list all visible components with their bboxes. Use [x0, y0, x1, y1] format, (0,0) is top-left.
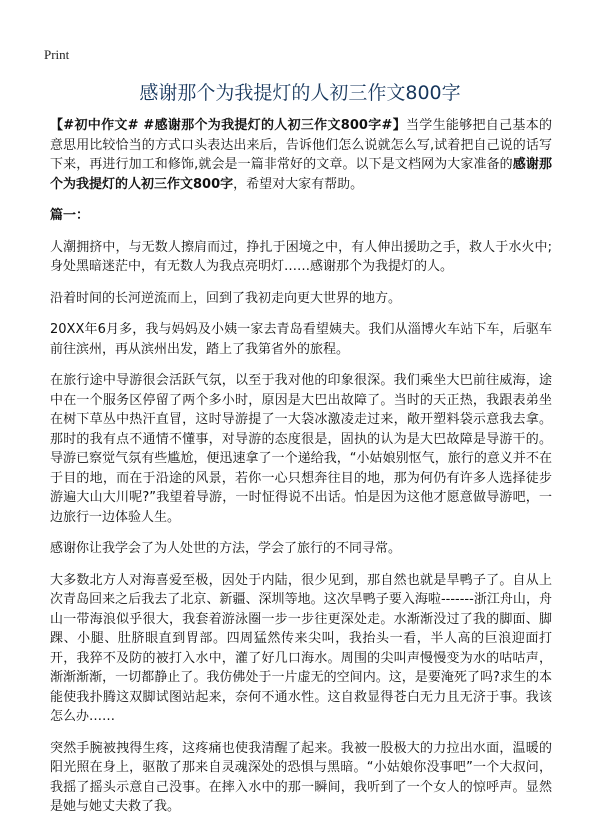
intro-text-end: ，希望对大家有帮助。 [233, 176, 364, 192]
body-paragraph: 在旅行途中导游很会活跃气氛，以至于我对他的印象很深。我们乘坐大巴前往威海，途中在一个服务区停留了两个多小时，原因是大巴出故障了。当时的天正热，我跟表弟坐在树下草丛中热汗直冒，这时导游提了一大袋冰激凌走过来，敞开塑料袋示意我去拿。那时的我有点不通情不懂事，对导游的态度很是，固执的认为是大巴故障是导游干的。导游已察觉气氛有些尴尬，便迅速拿了一个递给我，“小姑娘别怄气，旅行的意义并不在于目的地，而在于沿途的风景，若你一心只想奔往目的地，那为何仍有许多人选择徒步游遍大山大川呢?”我望着导游，一时怔得说不出话。怕是因为这他才愿意做导游吧，一边旅行一边体验人生。 [50, 373, 552, 525]
intro-bold-title: 感谢那个为我提灯的人初三作文800字 [50, 157, 552, 192]
document-title: 感谢那个为我提灯的人初三作文800字 [139, 82, 461, 104]
body-paragraph: 突然手腕被拽得生疼，这疼痛也使我清醒了起来。我被一股极大的力拉出水面，温暖的阳光照在身上，驱散了那来自灵魂深处的恐惧与黑暗。“小姑娘你没事吧”一个大叔问，我摇了摇头示意自己没事。在摔入水中的那一瞬间，我听到了一个女人的惊呼声。显然是她与她丈夫救了我。 [50, 740, 552, 814]
print-label: Print [44, 47, 70, 62]
document-body [50, 116, 552, 829]
section-heading: 篇一： [50, 208, 90, 223]
body-paragraph: 人潮拥挤中，与无数人擦肩而过，挣扎于困境之中，有人伸出援助之手，救人于水火中;身处黑暗迷茫中，有无数人为我点亮明灯……感谢那个为我提灯的人。 [50, 239, 552, 274]
body-paragraph: 大多数北方人对海喜爱至极，因处于内陆，很少见到，那自然也就是旱鸭子了。自从上次青岛回来之后我去了北京、新疆、深圳等地。这次旱鸭子要入海啦-------浙江舟山，舟山一带海浪似乎很大，我套着游泳圈一步一步往更深处走。水渐渐没过了我的脚面、脚踝、小腿、肚脐眼直到胃部。四周猛然传来尖叫，我抬头一看，半人高的巨浪迎面打开，我猝不及防的被打入水中，灌了好几口海水。周围的尖叫声慢慢变为水的咕咕声，渐渐渐渐，一切都静止了。我仿佛处于一片虚无的空间内。这，是要淹死了吗?求生的本能使我扑腾这双脚试图站起来，奈何不通水性。这自救显得苍白无力且无济于事。我该怎么办…… [50, 572, 552, 724]
body-paragraph: 20XX年6月多，我与妈妈及小姨一家去青岛看望姨夫。我们从淄博火车站下车，后驱车前往滨州，再从滨州出发，踏上了我第省外的旅程。 [50, 322, 552, 357]
intro-text: 当学生能够把自己基本的意思用比较恰当的方式口头表达出来后，告诉他们怎么说就怎么写,试着把自己说的话写下来，再进行加工和修饰,就会是一篇非常好的文章。以下是文档网为大家准备的 [50, 118, 552, 172]
intro-paragraph [50, 116, 552, 194]
intro-tag: 【#初中作文# #感谢那个为我提灯的人初三作文800字#】 [50, 118, 406, 133]
body-paragraph: 感谢你让我学会了为人处世的方法，学会了旅行的不同寻常。 [50, 541, 402, 556]
body-paragraph: 沿着时间的长河逆流而上，回到了我初走向更大世界的地方。 [50, 290, 402, 306]
